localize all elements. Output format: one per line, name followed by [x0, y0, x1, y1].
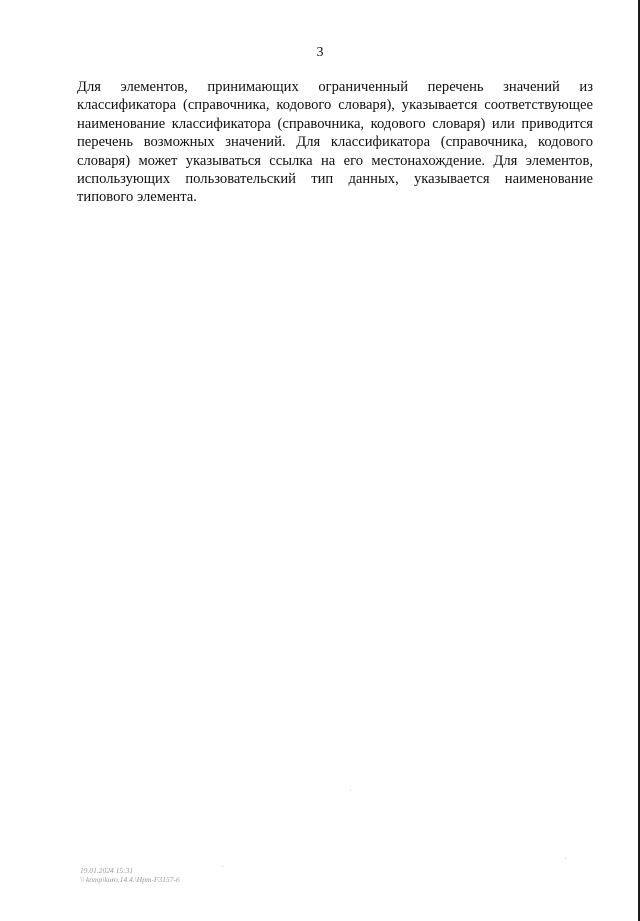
scan-speck [565, 858, 566, 859]
document-footer-stamp [80, 866, 380, 884]
body-paragraph: Для элементов, принимающих ограниченный перечень значений из классификатора (справочника, кодового словаря), указывается соответствующее наименование классификатора (справочника, кодового словаря) или приводится перечень возможных значений. Для классификатора (справочника, кодового словаря) может указываться ссылка на его местонахождение. Для элементов, использующих пользовательский тип данных, указывается наименование типового элемента. [77, 79, 593, 206]
scan-speck [350, 790, 351, 791]
page-number: 3 [316, 45, 324, 60]
footer-file-path: \\ komp\kuro.14.4.\Hpm-F3157-6 [80, 875, 180, 884]
scan-speck [222, 866, 223, 867]
footer-timestamp: 19.01.2024 15:31 [80, 866, 134, 875]
